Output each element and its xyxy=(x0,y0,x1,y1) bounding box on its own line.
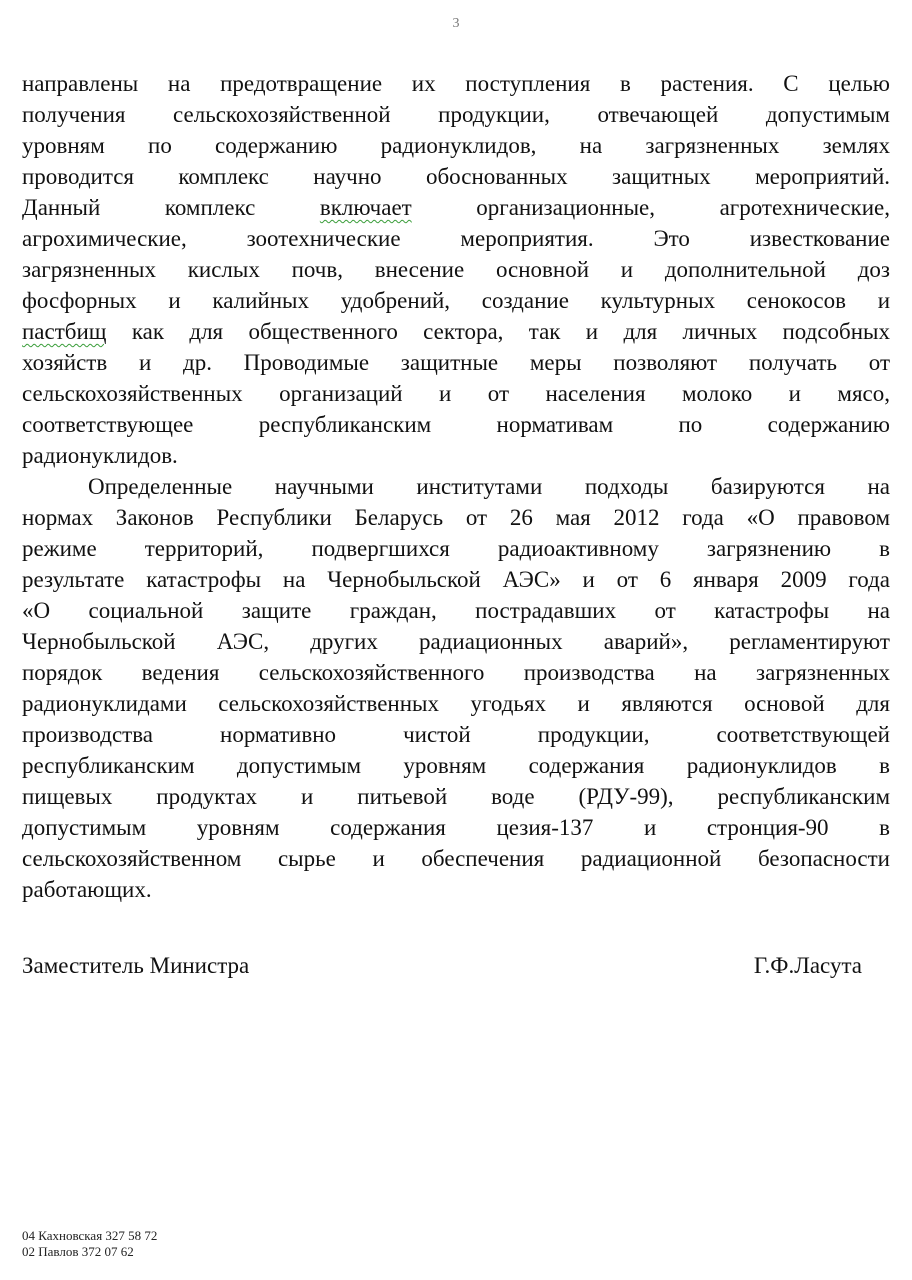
paragraph1-line-1: направлены на предотвращение их поступления в растения. С целью xyxy=(22,71,890,96)
paragraph2-line-12: допустимым уровням содержания цезия-137 и стронция-90 в xyxy=(22,815,890,840)
paragraph2-line-1: Определенные научными институтами подходы базируются на xyxy=(88,474,890,499)
paragraph2-line-8: радионуклидами сельскохозяйственных угодьях и являются основой для xyxy=(22,691,890,716)
footer-contact-line: 04 Кахновская 327 58 72 xyxy=(22,1228,158,1243)
spellcheck-mark: пастбищ xyxy=(22,319,107,344)
spellcheck-mark: включает xyxy=(319,195,412,220)
paragraph2-line-9: производства нормативно чистой продукции, соответствующей xyxy=(22,722,890,747)
paragraph1-line-5: Данный комплекс включает организационные, агротехнические, xyxy=(22,195,890,220)
paragraph2-line-7: порядок ведения сельскохозяйственного производства на загрязненных xyxy=(22,660,890,685)
paragraph2-line-5: «О социальной защите граждан, пострадавших от катастрофы на xyxy=(22,598,890,623)
paragraph1-line-3: уровням по содержанию радионуклидов, на загрязненных землях xyxy=(22,133,890,158)
signatory-name: Г.Ф.Ласута xyxy=(753,953,862,978)
paragraph1-line-10: хозяйств и др. Проводимые защитные меры позволяют получать от xyxy=(22,350,890,375)
paragraph1-line-11: сельскохозяйственных организаций и от населения молоко и мясо, xyxy=(22,381,890,406)
paragraph2-line-4: результате катастрофы на Чернобыльской АЭС» и от 6 января 2009 года xyxy=(22,567,890,592)
paragraph1-line-13: радионуклидов. xyxy=(22,443,178,468)
paragraph2-line-2: нормах Законов Республики Беларусь от 26 мая 2012 года «О правовом xyxy=(22,505,890,530)
paragraph1-line-6: агрохимические, зоотехнические мероприятия. Это известкование xyxy=(22,226,890,251)
paragraph2-line-13: сельскохозяйственном сырье и обеспечения радиационной безопасности xyxy=(22,846,890,871)
paragraph1-line-4: проводится комплекс научно обоснованных защитных мероприятий. xyxy=(22,164,890,189)
paragraph1-line-2: получения сельскохозяйственной продукции, отвечающей допустимым xyxy=(22,102,890,127)
signatory-position: Заместитель Министра xyxy=(22,953,250,978)
paragraph2-line-6: Чернобыльской АЭС, других радиационных аварий», регламентируют xyxy=(22,629,890,654)
paragraph1-line-12: соответствующее республиканским нормативам по содержанию xyxy=(22,412,890,437)
paragraph1-line-7: загрязненных кислых почв, внесение основной и дополнительной доз xyxy=(22,257,890,282)
paragraph1-line-9: пастбищ как для общественного сектора, так и для личных подсобных xyxy=(22,319,890,344)
paragraph2-line-14: работающих. xyxy=(22,877,152,902)
footer-contact-line: 02 Павлов 372 07 62 xyxy=(22,1244,134,1259)
paragraph2-line-10: республиканским допустимым уровням содержания радионуклидов в xyxy=(22,753,890,778)
paragraph1-line-8: фосфорных и калийных удобрений, создание культурных сенокосов и xyxy=(22,288,890,313)
paragraph2-line-11: пищевых продуктах и питьевой воде (РДУ-99), республиканским xyxy=(22,784,890,809)
page-number: 3 xyxy=(452,16,460,31)
paragraph2-line-3: режиме территорий, подвергшихся радиоактивному загрязнению в xyxy=(22,536,890,561)
contact-footer xyxy=(22,1228,157,1260)
signature-block xyxy=(22,950,862,981)
